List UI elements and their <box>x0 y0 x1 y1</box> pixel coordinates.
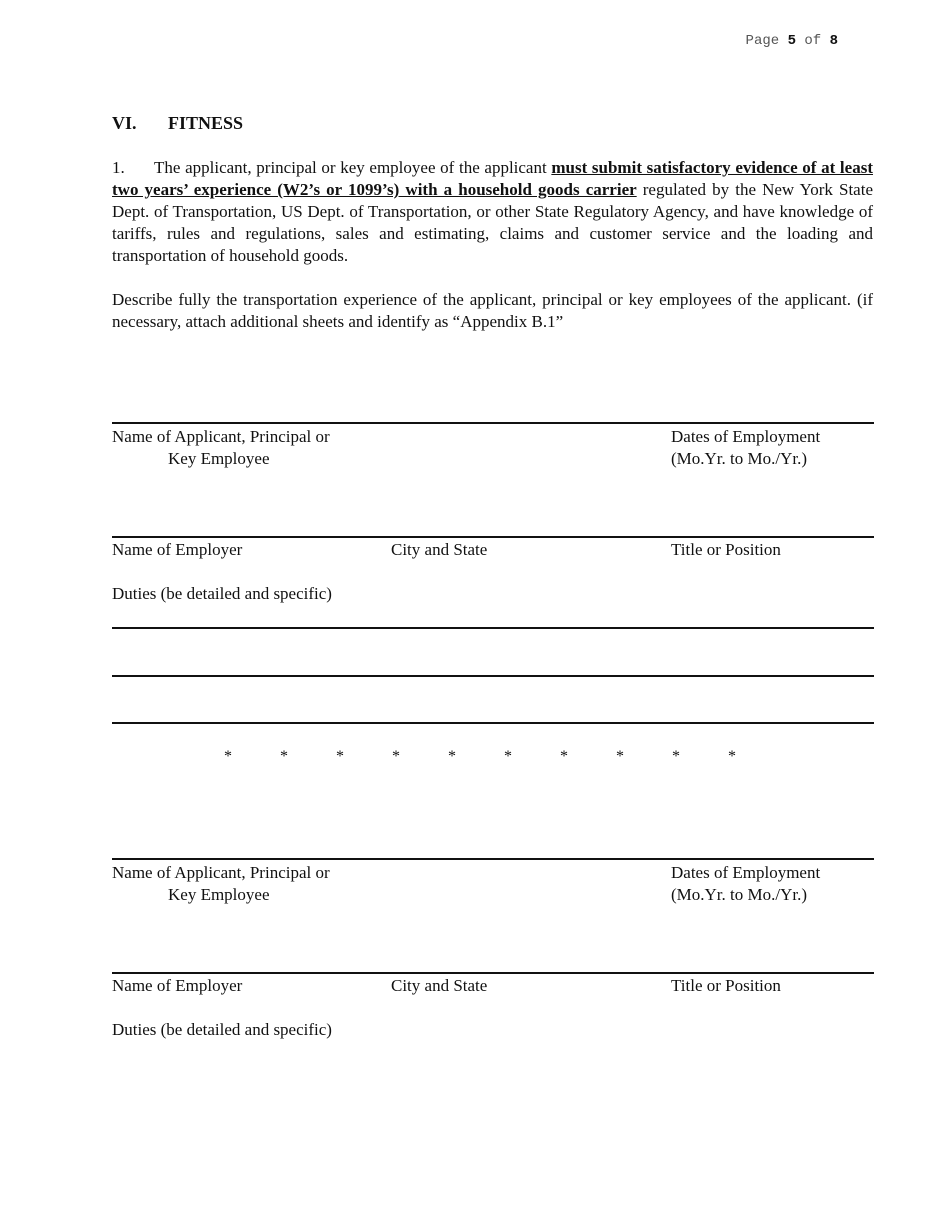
name-signature-line-2[interactable] <box>112 858 874 860</box>
name-label-2: Name of Applicant, Principal or Key Employee <box>112 863 330 904</box>
requirement-paragraph: 1. The applicant, principal or key employee of the applicant must submit satisfactory evidence of at least two years’ experience (W2’s or 1099’s) with a household goods carrier regulated by the New York State Dept. of Transportation, US Dept. of Transportation, or other State Regulatory Agency, and have knowledge of tariffs, rules and regulations, sales and estimating, claims and customer service and the loading and transportation of household goods. <box>112 158 873 265</box>
duties-label-2: Duties (be detailed and specific) <box>112 1020 332 1039</box>
employer-label-2: Name of Employer <box>112 976 243 995</box>
city-label-2: City and State <box>391 976 488 995</box>
dates-label-1: Dates of Employment (Mo.Yr. to Mo./Yr.) <box>671 427 821 468</box>
instruction-paragraph: Describe fully the transportation experience of the applicant, principal or key employees of the applicant. (if necessary, attach additional sheets and identify as “Appendix B.1” <box>112 290 873 331</box>
duties-line-1c[interactable] <box>112 722 874 724</box>
page-number: Page 5 of 8 <box>745 33 838 49</box>
requirement-emphasis: must submit satisfactory evidence of at least two years’ experience (W2’s or 1099’s) with a household goods carrier <box>112 158 873 199</box>
dates-label-2: Dates of Employment (Mo.Yr. to Mo./Yr.) <box>671 863 821 904</box>
name-signature-line-1[interactable] <box>112 422 874 424</box>
employer-line-2[interactable] <box>112 972 874 974</box>
name-label-1: Name of Applicant, Principal or Key Employee <box>112 427 330 468</box>
section-heading <box>112 113 243 134</box>
title-label-1: Title or Position <box>671 540 781 559</box>
duties-label-1: Duties (be detailed and specific) <box>112 584 332 603</box>
section-title: FITNESS <box>168 113 244 133</box>
section-number: VI. <box>112 113 137 133</box>
title-label-2: Title or Position <box>671 976 781 995</box>
city-label-1: City and State <box>391 540 488 559</box>
employer-line-1[interactable] <box>112 536 874 538</box>
duties-line-1b[interactable] <box>112 675 874 677</box>
employer-label-1: Name of Employer <box>112 540 243 559</box>
duties-line-1a[interactable] <box>112 627 874 629</box>
paragraph-number: 1. <box>112 158 125 177</box>
